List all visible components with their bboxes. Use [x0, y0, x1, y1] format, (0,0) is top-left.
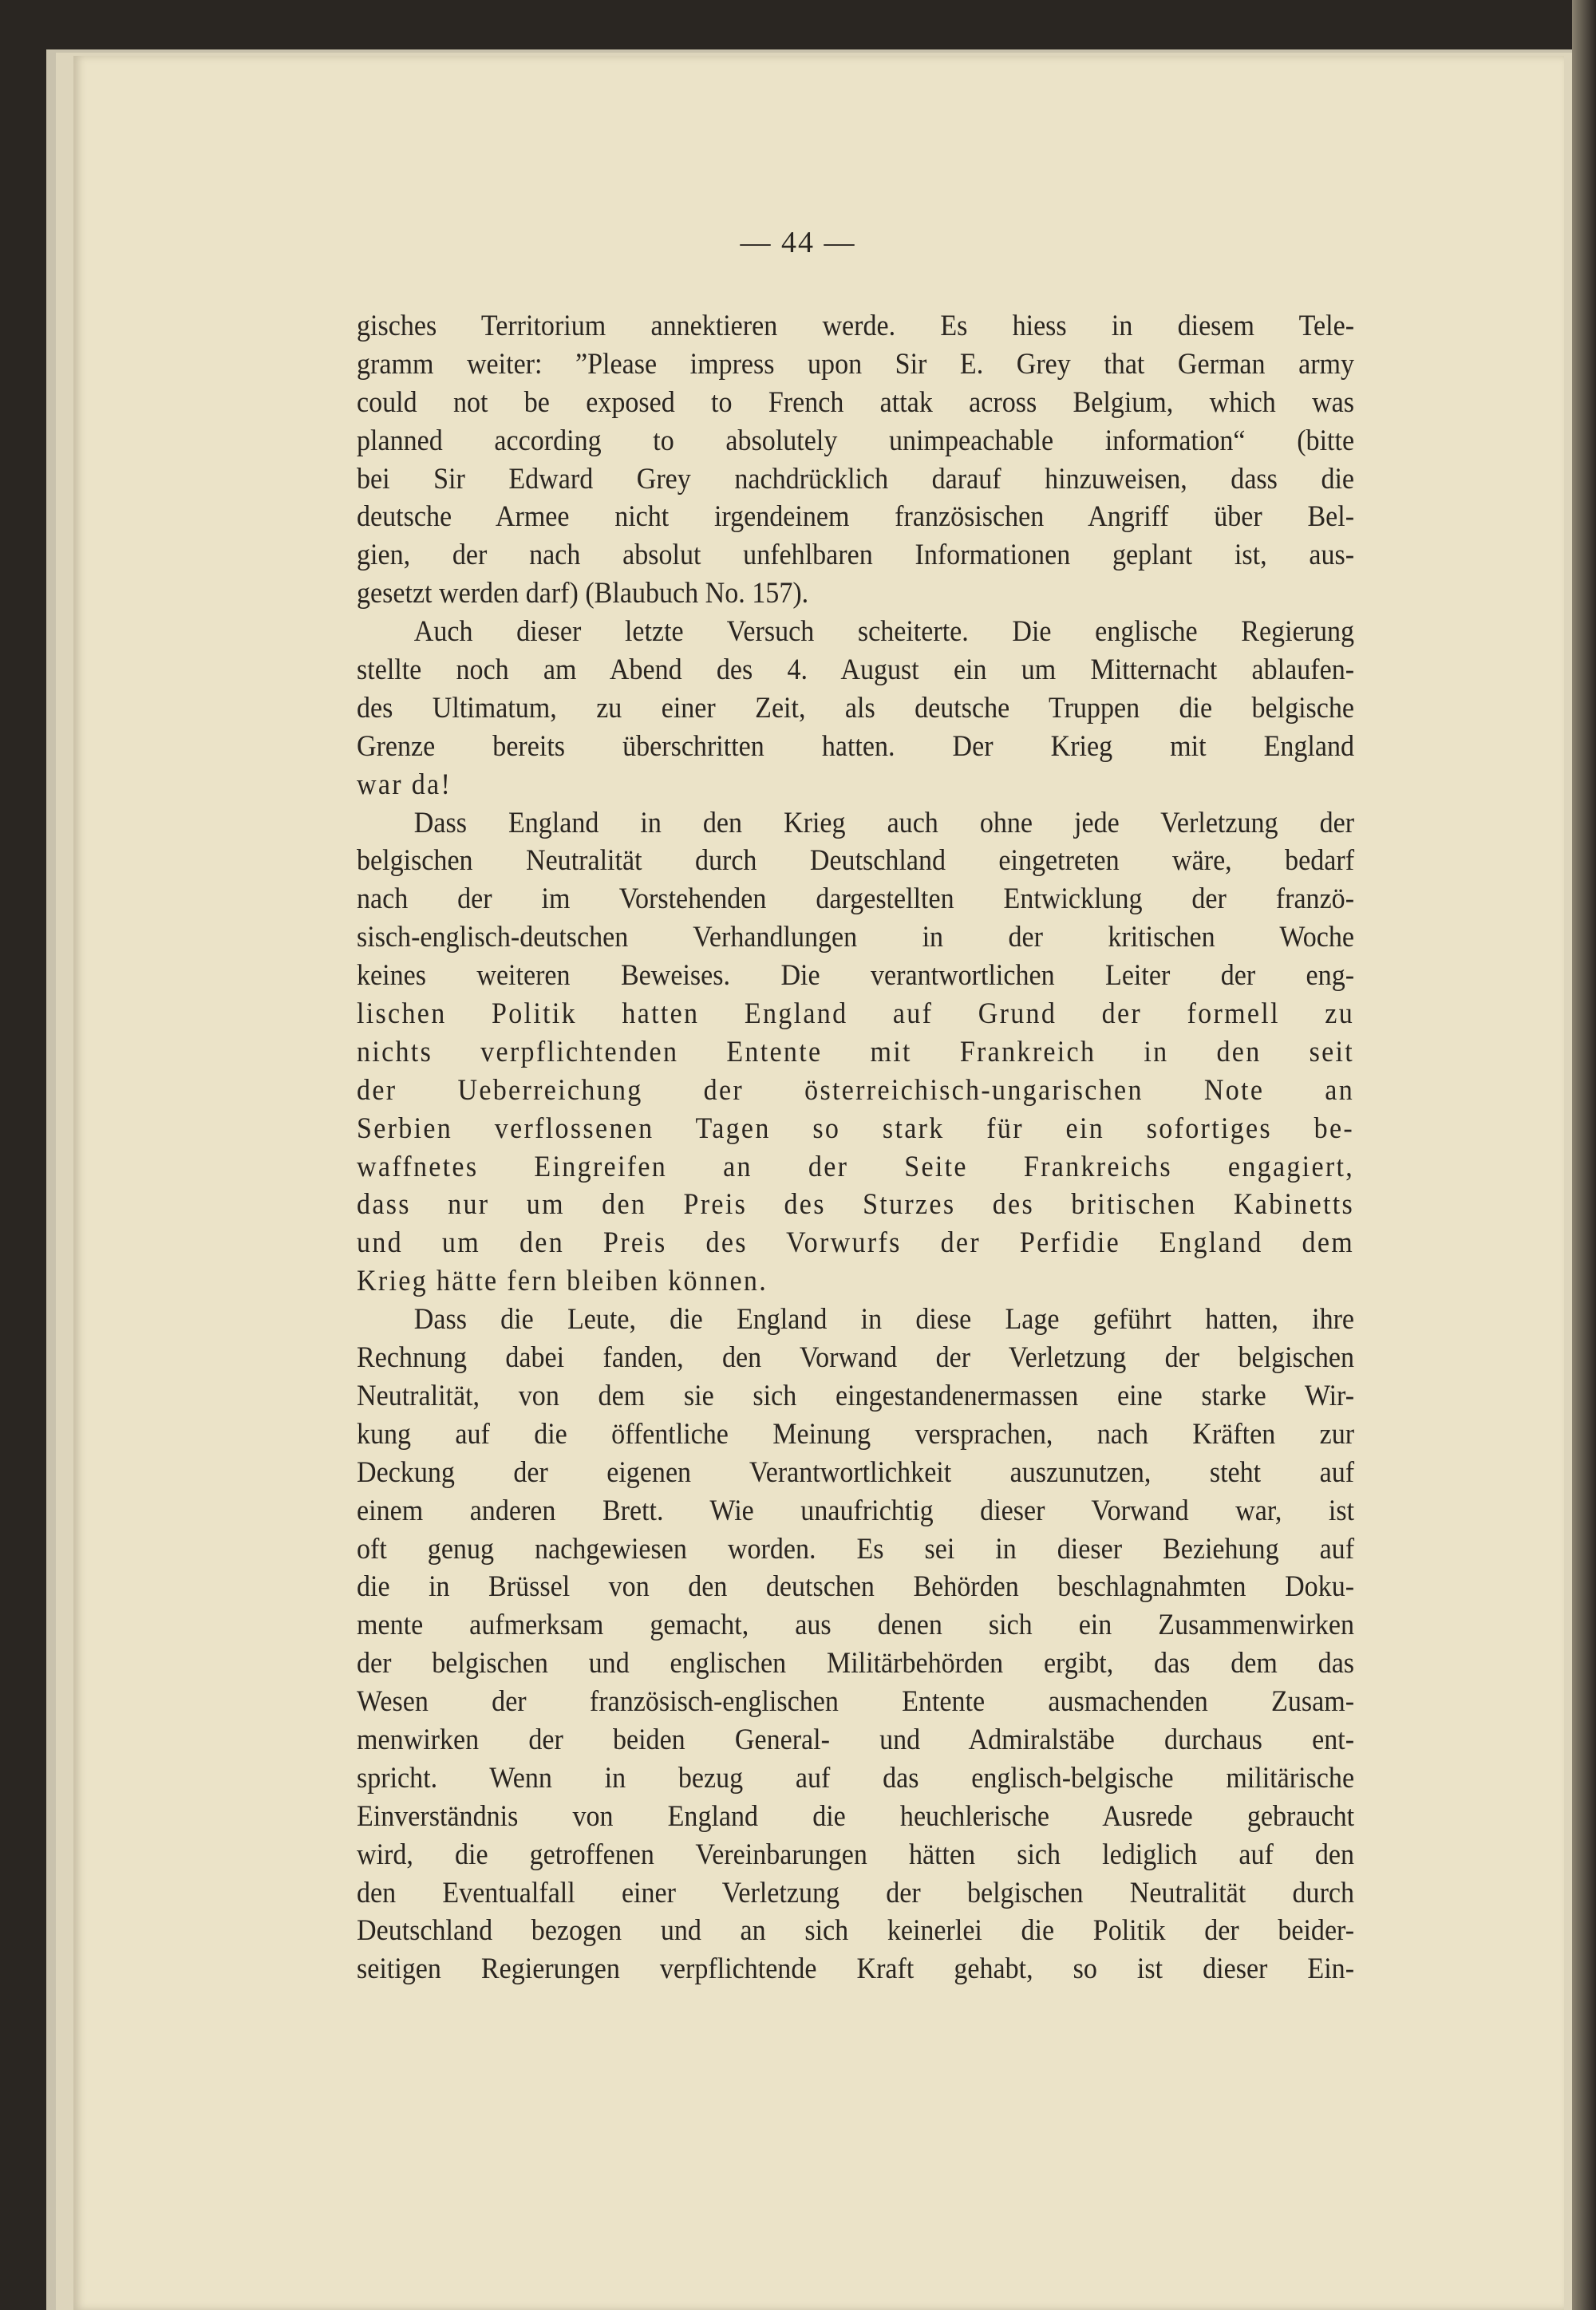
text-line: war da! — [357, 768, 452, 801]
text-line: Auch dieser letzte Versuch scheiterte. Die englische Regierung — [413, 615, 1355, 649]
text-line: could not be exposed to French attak across Belgium, which was — [357, 385, 1355, 419]
text-line: Wesen der französisch-englischen Entente ausmachenden Zusam- — [357, 1685, 1355, 1719]
text-line: gisches Territorium annektieren werde. Es hiess in diesem Tele- — [357, 310, 1355, 342]
text-line: Krieg hätte fern bleiben können. — [357, 1265, 768, 1298]
text-line: Einverständnis von England die heuchlerische Ausrede gebraucht — [357, 1799, 1355, 1833]
text-line: menwirken der beiden General- und Admiralstäbe durchaus ent- — [357, 1723, 1355, 1756]
text-line: des Ultimatum, zu einer Zeit, als deutsche Truppen die belgische — [357, 691, 1355, 725]
text-line: dass nur um den Preis des Sturzes des britischen Kabinetts — [357, 1188, 1355, 1222]
text-line: nichts verpflichtenden Entente mit Frankreich in den seit — [357, 1035, 1355, 1068]
binding-shadow — [1572, 0, 1596, 2310]
text-line: nach der im Vorstehenden dargestellten Entwicklung der franzö- — [357, 883, 1355, 916]
text-line: Rechnung dabei fanden, den Vorwand der Verletzung der belgischen — [357, 1341, 1355, 1375]
text-line: mente aufmerksam gemacht, aus denen sich ein Zusammenwirken — [357, 1609, 1355, 1642]
text-line: Neutralität, von dem sie sich eingestandenermassen eine starke Wir- — [357, 1379, 1355, 1412]
text-line: gramm weiter: ”Please impress upon Sir E. Grey that German army — [357, 347, 1355, 381]
text-line: spricht. Wenn in bezug auf das englisch-belgische militärische — [357, 1761, 1355, 1795]
text-line: und um den Preis des Vorwurfs der Perfidie England dem — [357, 1226, 1355, 1260]
text-line: seitigen Regierungen verpflichtende Kraft gehabt, so ist dieser Ein- — [357, 1953, 1355, 1986]
text-line: deutsche Armee nicht irgendeinem französischen Angriff über Bel- — [357, 500, 1355, 534]
text-line: waffnetes Eingreifen an der Seite Frankreichs engagiert, — [357, 1150, 1355, 1183]
text-line: Grenze bereits überschritten hatten. Der Krieg mit England — [357, 729, 1355, 763]
text-line: gien, der nach absolut unfehlbaren Informationen geplant ist, aus- — [357, 539, 1355, 572]
text-line: keines weiteren Beweises. Die verantwortlichen Leiter der eng- — [357, 959, 1355, 993]
text-line: Dass England in den Krieg auch ohne jede Verletzung der — [413, 806, 1355, 839]
text-line: lischen Politik hatten England auf Grund der formell zu — [357, 997, 1355, 1031]
text-line: der Ueberreichung der österreichisch-ungarischen Note an — [357, 1073, 1355, 1107]
text-line: einem anderen Brett. Wie unaufrichtig dieser Vorwand war, ist — [357, 1494, 1355, 1527]
body-text — [357, 307, 1354, 1988]
text-line: Deckung der eigenen Verantwortlichkeit auszunutzen, steht auf — [357, 1455, 1355, 1489]
text-line: belgischen Neutralität durch Deutschland eingetreten wäre, bedarf — [357, 844, 1355, 878]
text-line: kung auf die öffentliche Meinung versprachen, nach Kräften zur — [357, 1417, 1355, 1451]
text-line: oft genug nachgewiesen worden. Es sei in dieser Beziehung auf — [357, 1532, 1355, 1566]
text-line: der belgischen und englischen Militärbehörden ergibt, das dem das — [357, 1647, 1355, 1680]
text-line: Dass die Leute, die England in diese Lage geführt hatten, ihre — [413, 1303, 1355, 1337]
text-line: wird, die getroffenen Vereinbarungen hätten sich lediglich auf den — [357, 1838, 1355, 1871]
text-line: Serbien verflossenen Tagen so stark für ein sofortiges be- — [357, 1112, 1355, 1145]
text-line: die in Brüssel von den deutschen Behörden beschlagnahmten Doku- — [357, 1570, 1355, 1604]
text-line: sisch-englisch-deutschen Verhandlungen in der kritischen Woche — [357, 921, 1355, 954]
text-line: planned according to absolutely unimpeachable information“ (bitte — [357, 424, 1355, 457]
text-line: stellte noch am Abend des 4. August ein um Mitternacht ablaufen- — [357, 654, 1355, 687]
text-line: gesetzt werden darf) (Blaubuch No. 157). — [357, 577, 809, 610]
page-number: — 44 — — [740, 226, 856, 259]
text-line: bei Sir Edward Grey nachdrücklich darauf hinzuweisen, dass die — [357, 462, 1355, 496]
text-line: den Eventualfall einer Verletzung der belgischen Neutralität durch — [357, 1876, 1355, 1909]
text-line: Deutschland bezogen und an sich keinerlei die Politik der beider- — [357, 1914, 1355, 1948]
